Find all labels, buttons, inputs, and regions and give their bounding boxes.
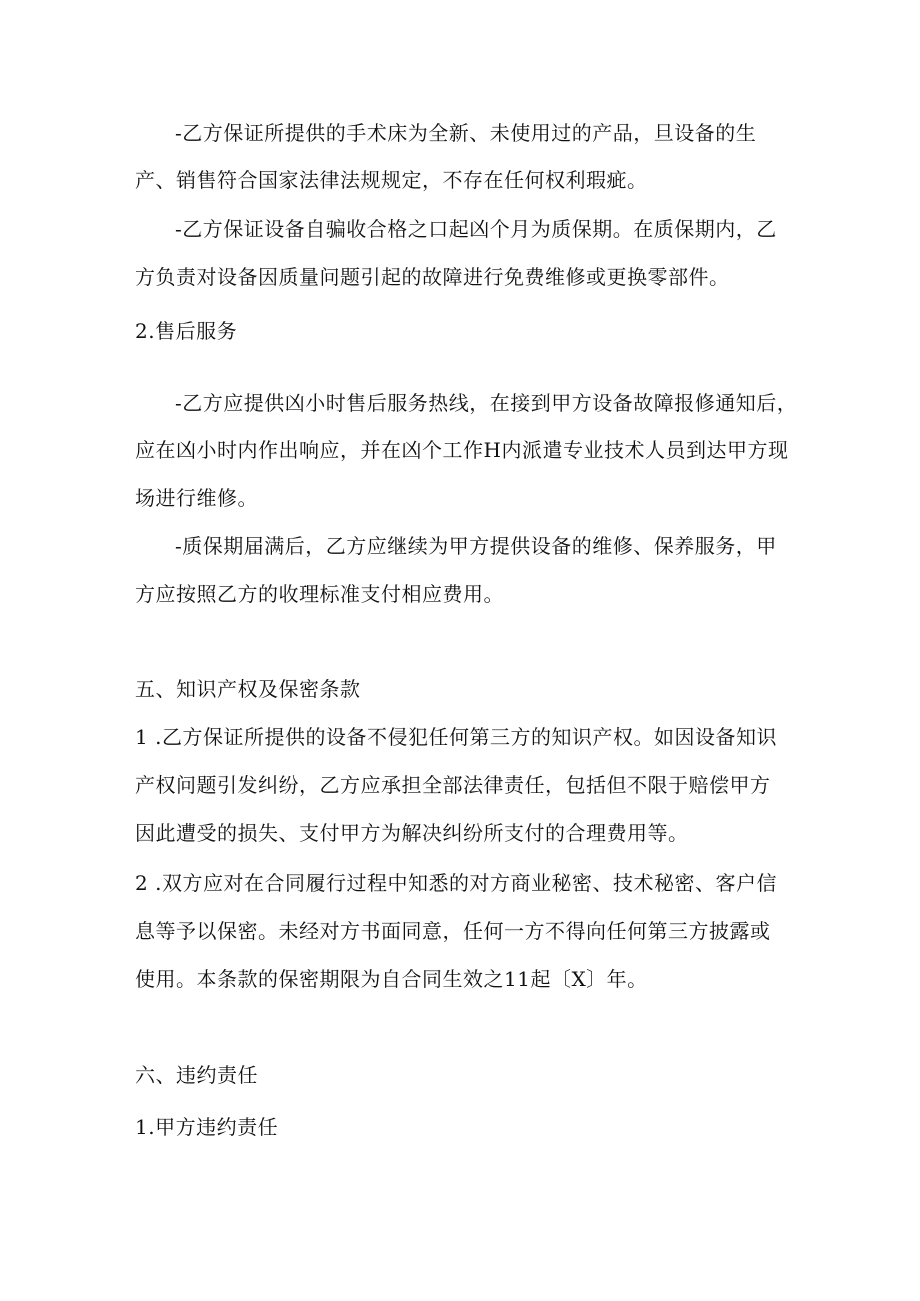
paragraph-line: 应在凶小时内作出响应，并在凶个工作H内派遣专业技术人员到达甲方现 [135, 438, 789, 462]
paragraph-line: 产、销售符合国家法律法规规定，不存在任何权利瑕疵。 [135, 168, 648, 192]
paragraph-line: -乙方应提供凶小时售后服务热线，在接到甲方设备故障报修通知后， [175, 391, 798, 415]
section-heading: 2.售后服务 [135, 319, 238, 343]
paragraph-line: 2 .双方应对在合同履行过程中知悉的对方商业秘密、技术秘密、客户信 [135, 871, 777, 895]
paragraph-line: 1 .乙方保证所提供的设备不侵犯任何第三方的知识产权。如因设备知识 [135, 725, 777, 749]
paragraph-line: 息等予以保密。未经对方书面同意，任何一方不得向任何第三方披露或 [135, 919, 771, 943]
paragraph-line: -质保期届满后，乙方应继续为甲方提供设备的维修、保养服务，甲 [175, 534, 777, 558]
paragraph-line: 场进行维修。 [135, 486, 258, 510]
section-heading: 六、违约责任 [135, 1063, 258, 1087]
paragraph-line: 产权问题引发纠纷，乙方应承担全部法律责任，包括但不限于赔偿甲方 [135, 773, 771, 797]
paragraph-line: -乙方保证所提供的手术床为全新、未使用过的产品，旦设备的生 [175, 121, 757, 145]
paragraph-line: 方应按照乙方的收理标准支付相应费用。 [135, 582, 504, 606]
paragraph-line: 方负责对设备因质量问题引起的故障进行免费维修或更换零部件。 [135, 265, 730, 289]
paragraph-line: 使用。本条款的保密期限为自合同生效之11起〔X〕年。 [135, 967, 648, 991]
paragraph-line: -乙方保证设备自骗收合格之口起凶个月为质保期。在质保期内，乙 [175, 217, 777, 241]
section-heading: 五、知识产权及保密条款 [135, 677, 361, 701]
section-heading: 1.甲方违约责任 [135, 1115, 279, 1139]
paragraph-line: 因此遭受的损失、支付甲方为解决纠纷所支付的合理费用等。 [135, 821, 689, 845]
